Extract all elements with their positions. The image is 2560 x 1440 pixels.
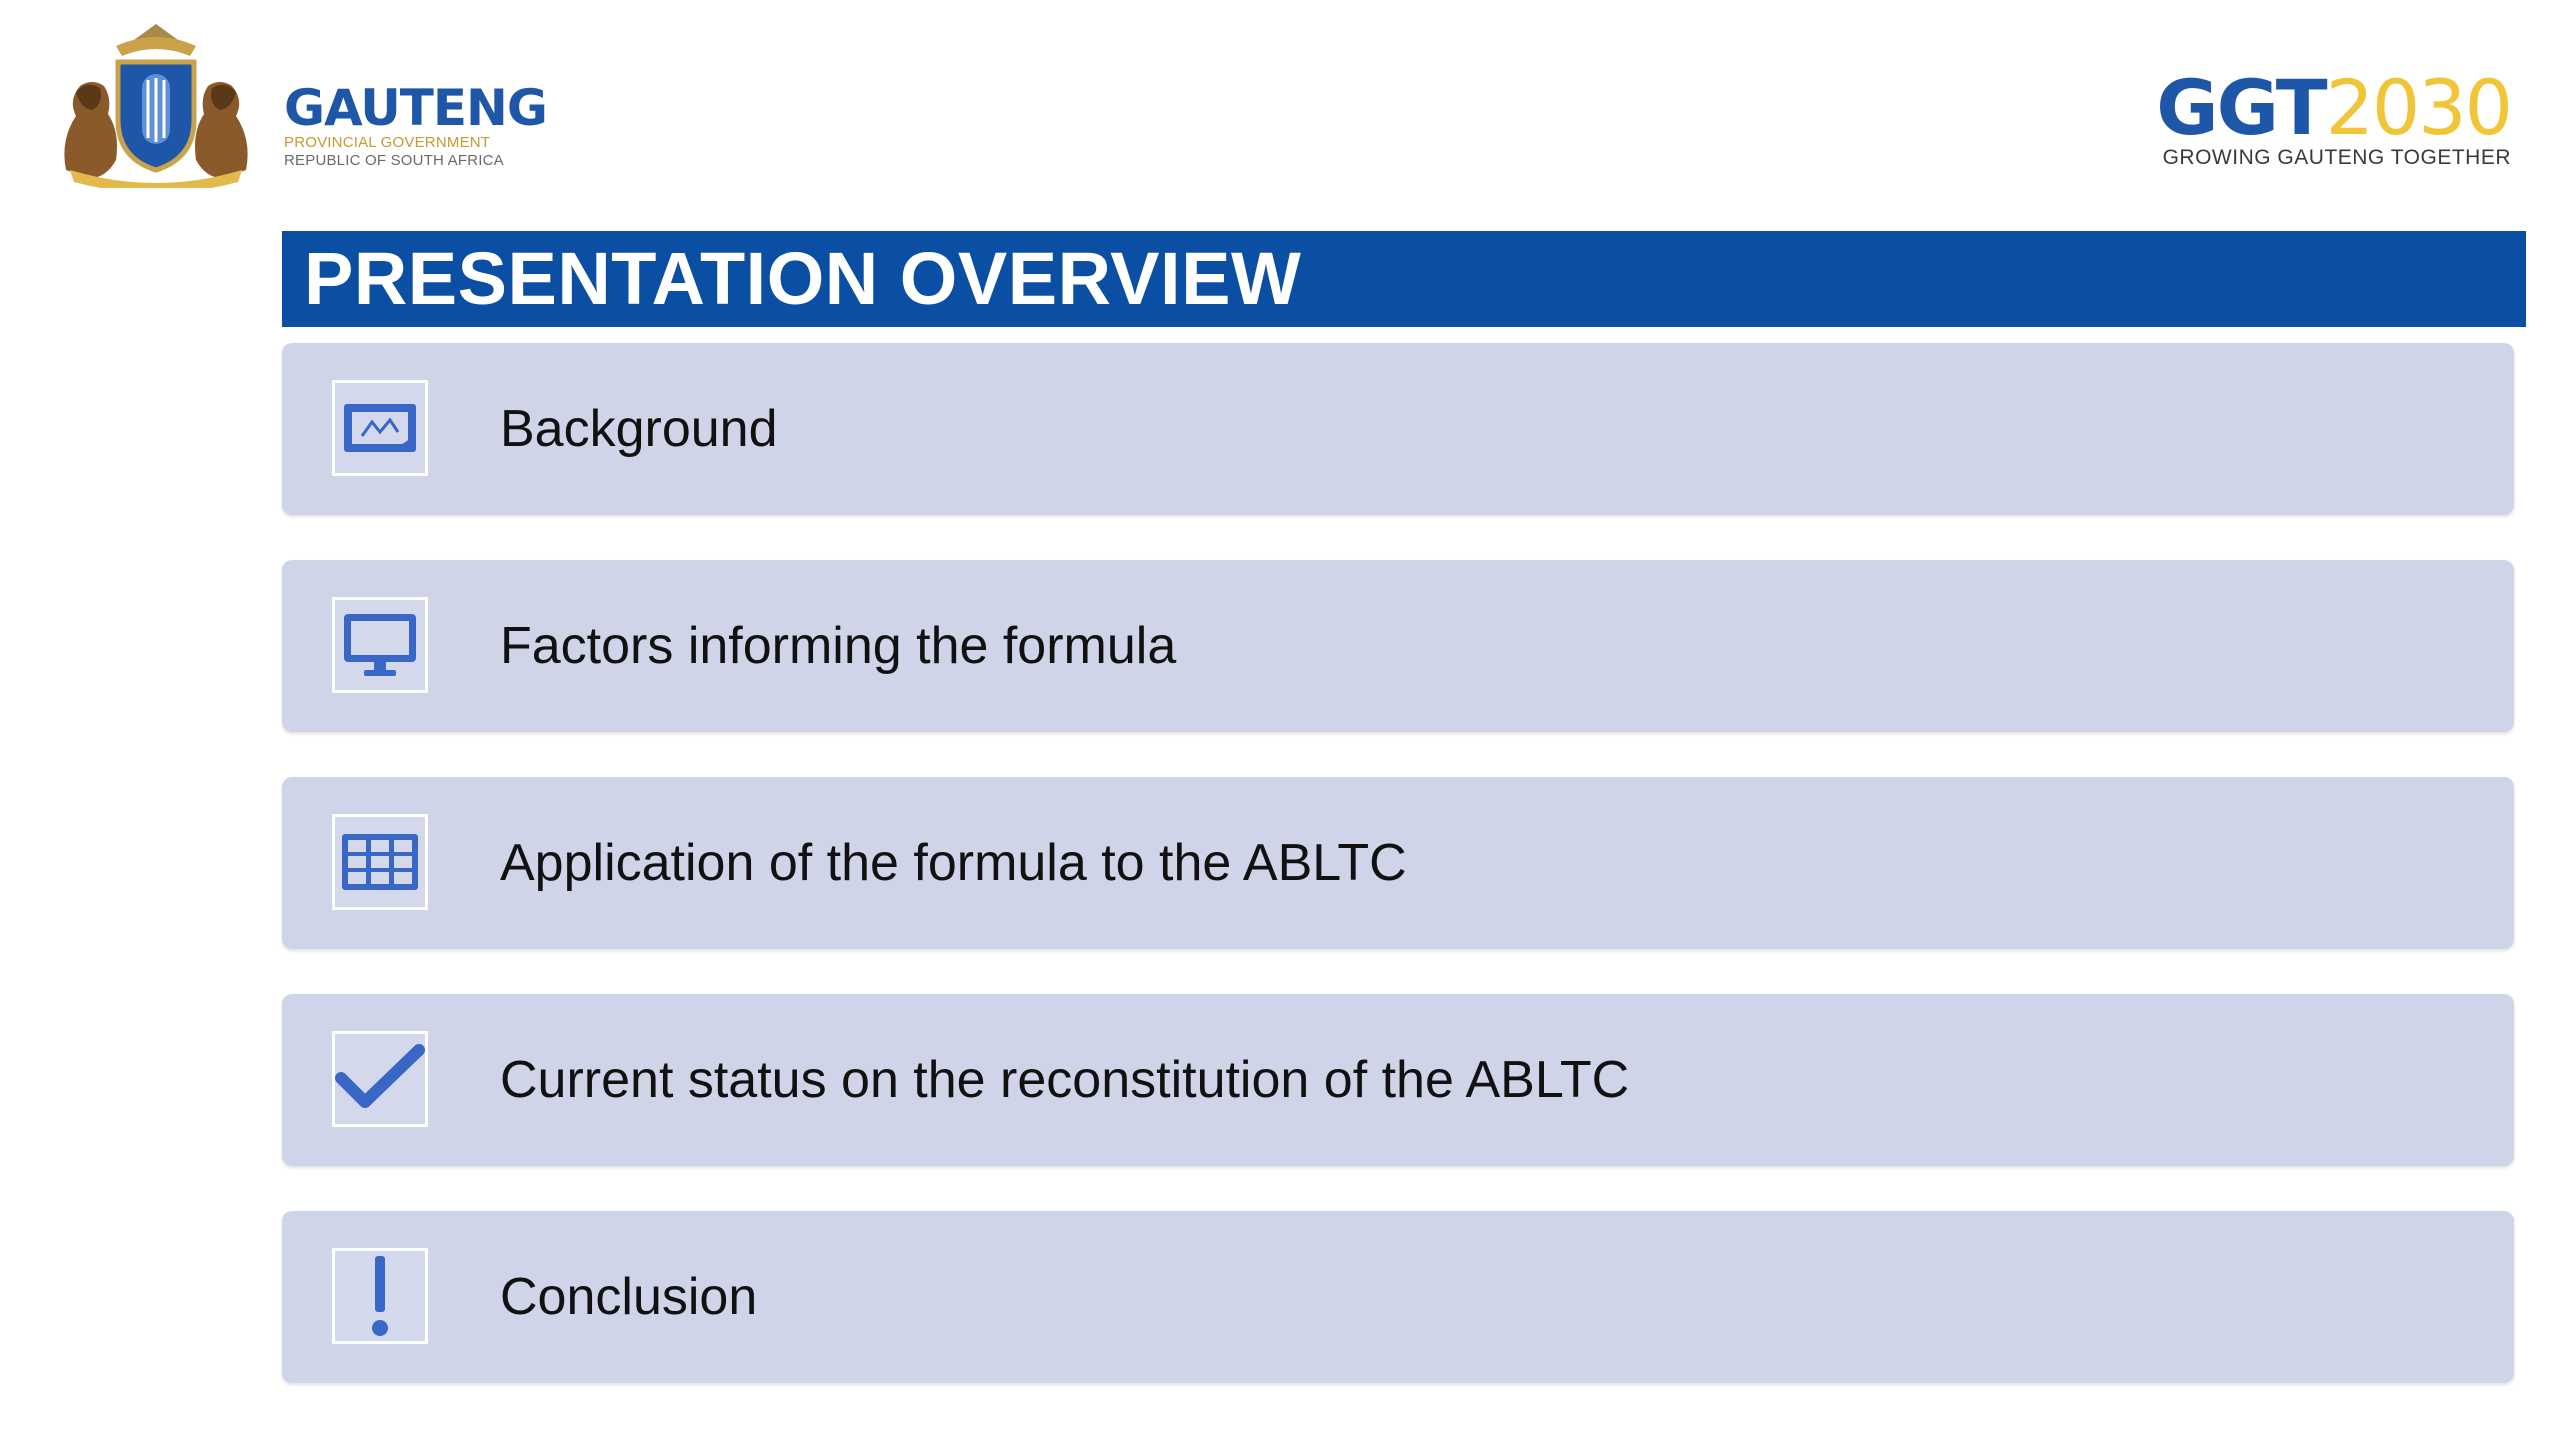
gauteng-subtitle-line2: REPUBLIC OF SOUTH AFRICA xyxy=(284,152,504,169)
icon-frame xyxy=(332,814,428,910)
agenda-item-label: Factors informing the formula xyxy=(500,617,1177,675)
gauteng-name: GAUTENG xyxy=(284,79,547,137)
table-grid-icon xyxy=(340,832,420,892)
ggt2030-logo xyxy=(2156,63,2511,170)
icon-frame xyxy=(332,597,428,693)
icon-frame xyxy=(332,1248,428,1344)
agenda-item-label: Background xyxy=(500,400,778,458)
agenda-item-current-status xyxy=(282,994,2514,1166)
monitor-icon xyxy=(340,610,420,680)
year-part: 2030 xyxy=(2325,63,2511,152)
agenda-item-application xyxy=(282,777,2514,949)
agenda-item-label: Conclusion xyxy=(500,1268,758,1326)
ggt2030-tagline: GROWING GAUTENG TOGETHER xyxy=(2162,146,2511,169)
ggt2030-wordmark xyxy=(2156,63,2511,152)
checkmark-icon xyxy=(335,1044,425,1114)
agenda-item-background xyxy=(282,343,2514,515)
agenda-item-label: Current status on the reconstitution of the ABLTC xyxy=(500,1051,1630,1109)
slide-title: PRESENTATION OVERVIEW xyxy=(282,231,2526,327)
ggt-part: GGT xyxy=(2156,63,2326,152)
gauteng-subtitle-line1: PROVINCIAL GOVERNMENT xyxy=(284,134,491,151)
icon-frame xyxy=(332,1031,428,1127)
agenda-item-label: Application of the formula to the ABLTC xyxy=(500,834,1407,892)
agenda-item-conclusion xyxy=(282,1211,2514,1383)
agenda-item-factors xyxy=(282,560,2514,732)
icon-frame xyxy=(332,380,428,476)
exclamation-icon xyxy=(365,1254,395,1338)
coat-of-arms-logo xyxy=(46,20,266,188)
presentation-board-icon xyxy=(340,398,420,458)
gauteng-logo-text xyxy=(284,79,547,170)
